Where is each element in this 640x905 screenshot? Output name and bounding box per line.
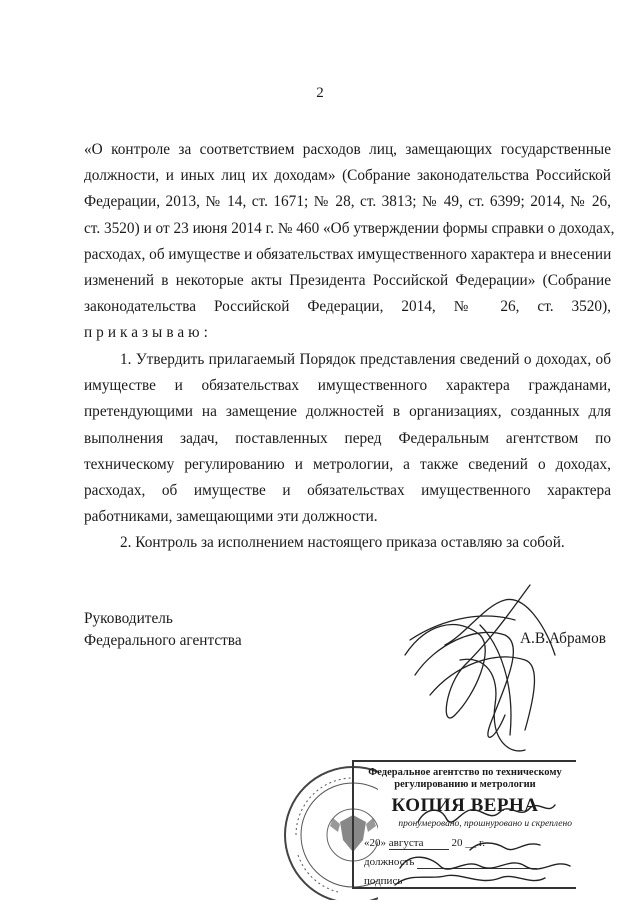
signatory-name: А.В.Абрамов [520, 630, 606, 647]
stamp-date-day: «20» [364, 837, 386, 849]
position-line-1: Руководитель [84, 610, 173, 627]
position-line-2: Федерального агентства [84, 632, 242, 649]
text-line: техническому регулированию и метрологии, а также сведений о доходах, [84, 455, 611, 473]
text-line: имуществе и обязательствах имущественного характера гражданами, [84, 377, 611, 395]
text-line: работниками, замещающими эти должности. [84, 508, 378, 526]
text-line: расходах, об имуществе и обязательствах имущественного характера и внесении [84, 245, 612, 263]
text-line: законодательства Российской Федерации, 2014, № 26, ст. 3520), [84, 298, 611, 316]
stamp-org-line-2: регулированию и метрологии [394, 779, 536, 790]
order-word: приказываю: [84, 324, 212, 342]
text-line: изменений в некоторые акты Президента Российской Федерации» (Собрание [84, 271, 611, 289]
text-line: претендующими на замещение должностей в организациях, созданных для [84, 403, 611, 421]
text-line: выполнения задач, поставленных перед Федеральным агентством по [84, 429, 611, 447]
stamp-org-line-1: Федеральное агентство по техническому [368, 767, 562, 778]
text-line: Федерации, 2013, № 14, ст. 1671; № 28, ст. 3813; № 49, ст. 6399; 2014, № 26, [84, 193, 611, 211]
stamp-description: пронумеровано, прошнуровано и скреплено [398, 819, 572, 829]
page-number: 2 [316, 85, 324, 101]
stamp-position-label: должность [364, 856, 415, 868]
text-line: «О контроле за соответствием расходов лиц, замещающих государственные [84, 141, 611, 158]
text-line: 2. Контроль за исполнением настоящего приказа оставляю за собой. [120, 534, 565, 551]
text-line: расходах, об имуществе и обязательствах имущественного характера [84, 481, 611, 499]
stamp-title: КОПИЯ ВЕРНА [391, 795, 539, 816]
text-line: должности, и иных лиц их доходам» (Собрание законодательства Российской [84, 167, 611, 185]
text-line: ст. 3520) и от 23 июня 2014 г. № 460 «Об утверждении формы справки о доходах, [84, 219, 615, 237]
text-line: 1. Утвердить прилагаемый Порядок представления сведений о доходах, об [120, 351, 611, 368]
stamp-date-month: августа [389, 837, 449, 850]
stamp-date-year: 20 __ г. [451, 837, 486, 849]
stamp-signature-label: подпись [364, 875, 403, 887]
